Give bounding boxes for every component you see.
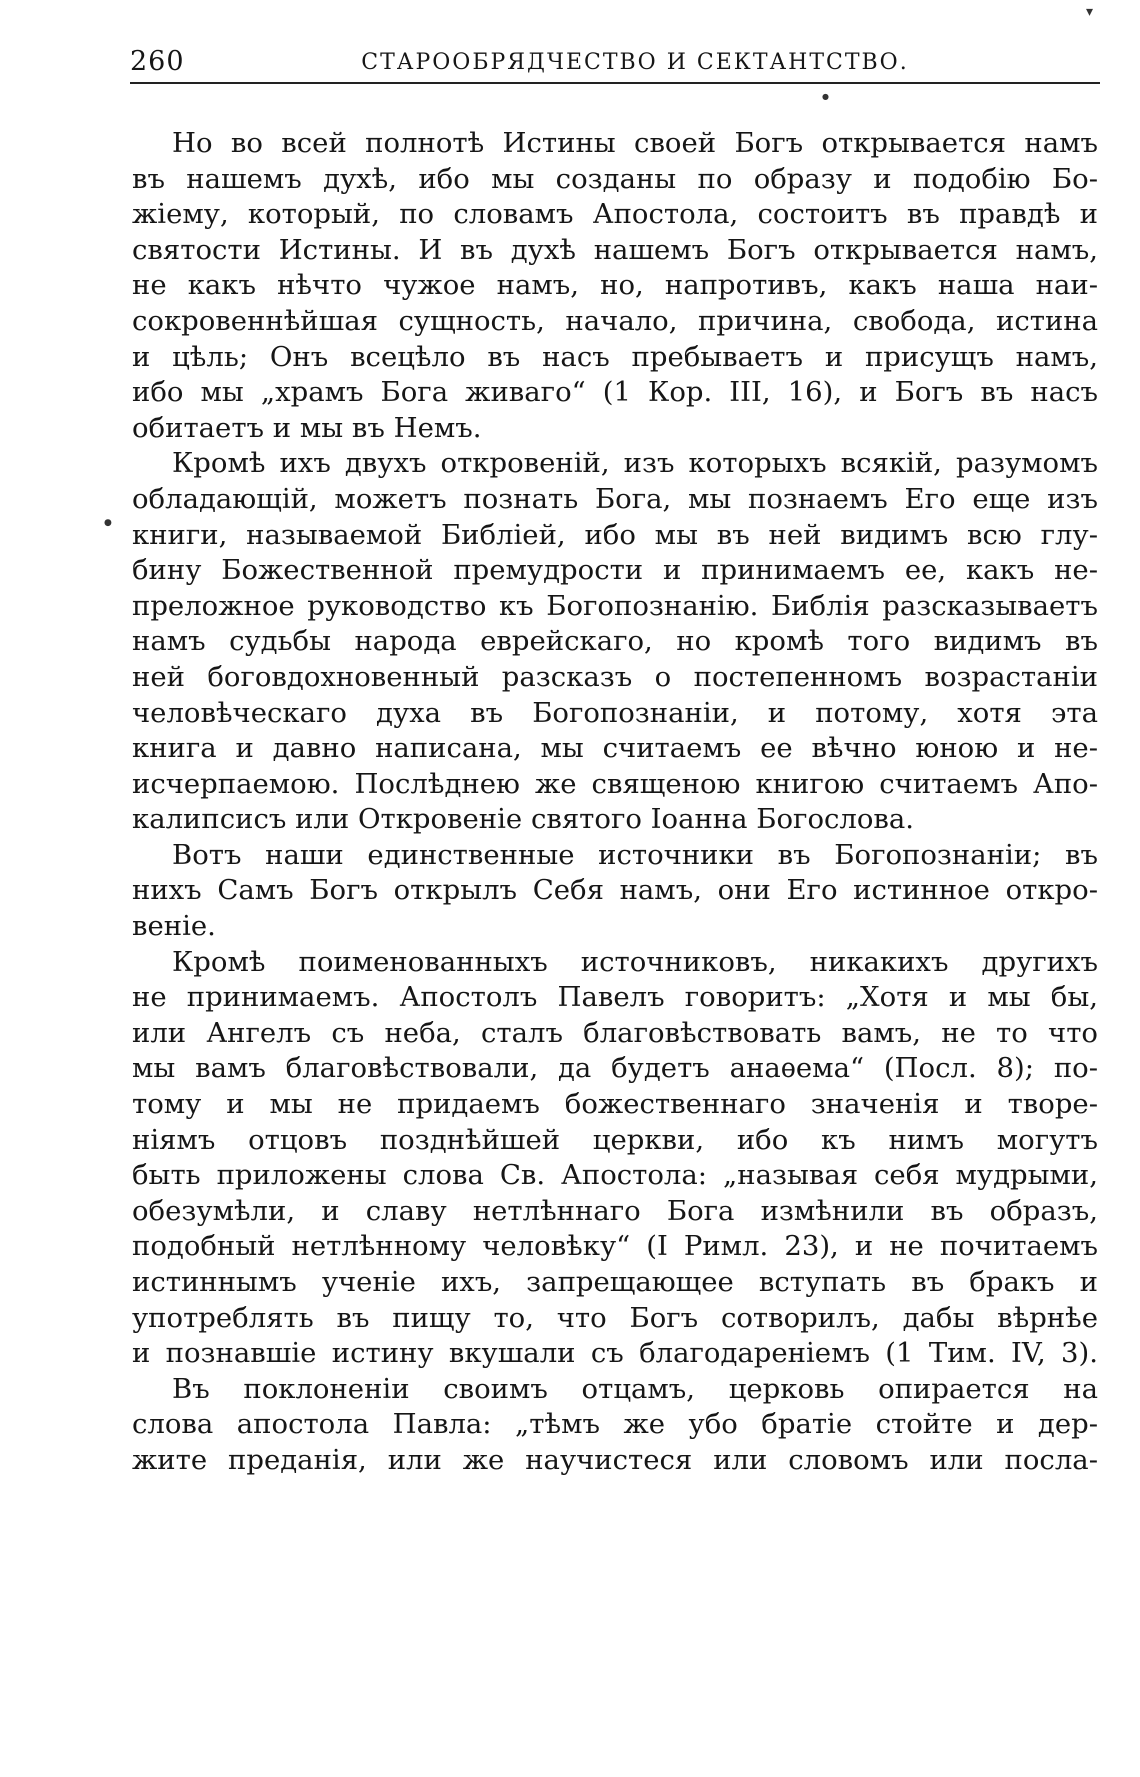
text-line: намъ судьбы народа еврейскаго, но кромѣ того видимъ въ (132, 625, 1098, 658)
text-line: Вотъ наши единственные источники въ Богопознаніи; въ (172, 838, 1098, 871)
text-line: нихъ Самъ Богъ открылъ Себя намъ, они Его истинное откро- (132, 874, 1098, 907)
text-line: исчерпаемою. Послѣднею же священою книгою считаемъ Апо- (132, 767, 1098, 800)
running-title: СТАРООБРЯДЧЕСТВО И СЕКТАНТСТВО. (361, 50, 909, 75)
text-line: быть приложены слова Св. Апостола: „называя себя мудрыми, (132, 1159, 1098, 1192)
text-line: обитаетъ и мы въ Немъ. (132, 411, 482, 444)
text-line: употреблять въ пищу то, что Богъ сотворилъ, дабы вѣрнѣе (132, 1301, 1098, 1334)
paragraph-1 (132, 126, 1098, 446)
text-line: не принимаемъ. Апостолъ Павелъ говоритъ: „Хотя и мы бы, (132, 981, 1098, 1014)
text-line: книги, называемой Библіей, ибо мы въ ней видимъ всю глу- (132, 518, 1098, 551)
text-line: жіему, который, по словамъ Апостола, состоитъ въ правдѣ и (132, 198, 1098, 231)
text-line: въ нашемъ духѣ, ибо мы созданы по образу и подобію Бо- (132, 162, 1098, 195)
text-line: и познавшіе истину вкушали съ благодареніемъ (1 Тим. IV, 3). (132, 1337, 1098, 1370)
text-line: ніямъ отцовъ позднѣйшей церкви, ибо къ нимъ могутъ (132, 1123, 1098, 1156)
text-line: сокровеннѣйшая сущность, начало, причина, свобода, истина (132, 304, 1098, 337)
text-line: тому и мы не придаемъ божественнаго значенія и творе- (132, 1088, 1098, 1121)
text-line: веніе. (132, 910, 216, 943)
margin-mark-top-right: ▾ (1086, 4, 1094, 20)
page-number: 260 (130, 46, 185, 77)
text-line: ней боговдохновенный разсказъ о постепенномъ возрастаніи (132, 660, 1098, 693)
text-line: калипсисъ или Откровеніе святого Іоанна Богослова. (132, 803, 915, 836)
paragraph-4 (132, 945, 1098, 1372)
text-line: Кромѣ поименованныхъ источниковъ, никакихъ другихъ (172, 945, 1098, 978)
paragraph-5 (132, 1372, 1098, 1479)
text-line: книга и давно написана, мы считаемъ ее вѣчно юною и не- (132, 732, 1098, 765)
text-line: обезумѣли, и славу нетлѣннаго Бога измѣнили въ образъ, (132, 1194, 1098, 1227)
text-line: не какъ нѣчто чужое намъ, но, напротивъ, какъ наша наи- (132, 269, 1098, 302)
text-line: человѣческаго духа въ Богопознаніи, и потому, хотя эта (132, 696, 1098, 729)
text-line: преложное руководство къ Богопознанію. Библія разсказываетъ (132, 589, 1098, 622)
text-line: Кромѣ ихъ двухъ откровеній, изъ которыхъ всякій, разумомъ (172, 447, 1098, 480)
text-line: слова апостола Павла: „тѣмъ же убо братіе стойте и дер- (132, 1408, 1098, 1441)
paragraph-2 (132, 446, 1098, 838)
margin-mark-center: ● (822, 92, 829, 101)
text-line: или Ангелъ съ неба, сталъ благовѣствовать вамъ, не то что (132, 1016, 1098, 1049)
text-line: и цѣль; Онъ всецѣло въ насъ пребываетъ и присущъ намъ, (132, 340, 1098, 373)
margin-mark-left: ● (104, 518, 112, 528)
page-header (130, 42, 1100, 84)
text-line: истиннымъ ученіе ихъ, запрещающее вступать въ бракъ и (132, 1266, 1098, 1298)
text-line: мы вамъ благовѣствовали, да будетъ анаѳема“ (Посл. 8); по- (132, 1052, 1098, 1085)
paragraph-3 (132, 838, 1098, 945)
text-line: Но во всей полнотѣ Истины своей Богъ открывается намъ (172, 127, 1098, 159)
text-line: подобный нетлѣнному человѣку“ (I Римл. 23), и не почитаемъ (132, 1230, 1098, 1263)
text-line: святости Истины. И въ духѣ нашемъ Богъ открывается намъ, (132, 233, 1098, 266)
text-line: бину Божественной премудрости и принимаемъ ее, какъ не- (132, 554, 1098, 587)
body-text (132, 126, 1098, 1479)
text-line: обладающій, можетъ познать Бога, мы познаемъ Его еще изъ (132, 482, 1098, 515)
text-line: ибо мы „храмъ Бога живаго“ (1 Кор. III, 16), и Богъ въ насъ (132, 376, 1098, 409)
text-line: Въ поклоненіи своимъ отцамъ, церковь опирается на (172, 1372, 1098, 1405)
text-line: жите преданія, или же научистеся или словомъ или посла- (132, 1443, 1098, 1476)
